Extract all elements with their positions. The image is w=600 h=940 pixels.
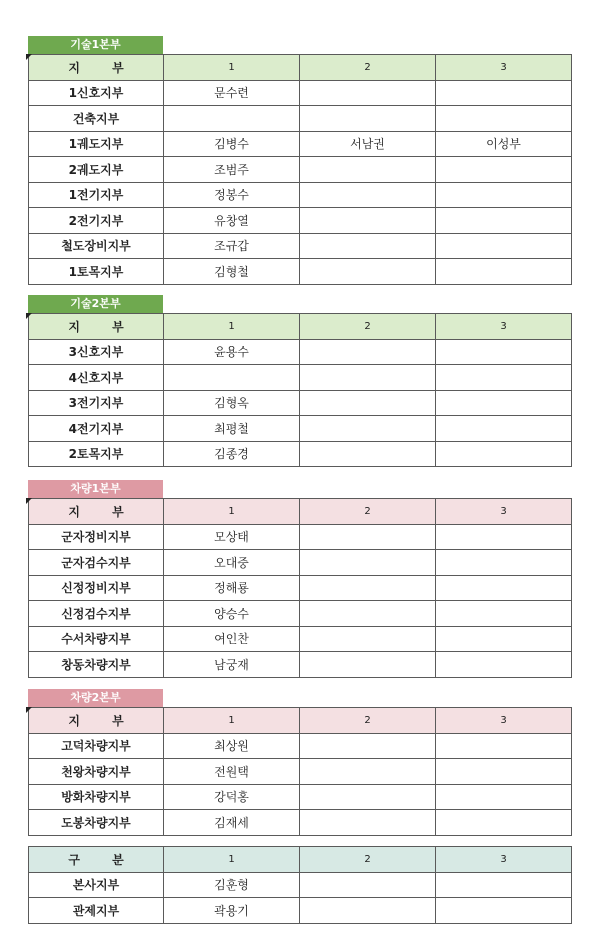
table-row xyxy=(29,339,572,365)
branch-cell: 1궤도지부 xyxy=(29,131,164,157)
section-vehicle2 xyxy=(28,689,572,836)
cell-1: 김재세 xyxy=(164,810,300,836)
section-hq xyxy=(28,846,572,924)
section-tech1 xyxy=(28,36,572,285)
branch-cell: 수서차량지부 xyxy=(29,626,164,652)
cell-3 xyxy=(436,652,572,678)
header-col1: 1 xyxy=(164,55,300,81)
table-row xyxy=(29,759,572,785)
table-row xyxy=(29,575,572,601)
cell-3 xyxy=(436,339,572,365)
branch-cell: 신정정비지부 xyxy=(29,575,164,601)
cell-1: 조규갑 xyxy=(164,233,300,259)
cell-1: 정봉수 xyxy=(164,182,300,208)
table-row xyxy=(29,524,572,550)
cell-2 xyxy=(300,208,436,234)
header-col3: 3 xyxy=(436,314,572,340)
cell-1: 윤용수 xyxy=(164,339,300,365)
branch-cell: 3신호지부 xyxy=(29,339,164,365)
cell-3 xyxy=(436,80,572,106)
cell-3 xyxy=(436,416,572,442)
branch-cell: 천왕차량지부 xyxy=(29,759,164,785)
section-title-tech1: 기술1본부 xyxy=(28,36,163,54)
branch-cell: 방화차량지부 xyxy=(29,784,164,810)
cell-2: 서남권 xyxy=(300,131,436,157)
cell-2 xyxy=(300,80,436,106)
cell-1 xyxy=(164,106,300,132)
cell-1: 최평철 xyxy=(164,416,300,442)
table-row xyxy=(29,233,572,259)
cell-2 xyxy=(300,182,436,208)
cell-1: 최상원 xyxy=(164,733,300,759)
branch-cell: 2전기지부 xyxy=(29,208,164,234)
cell-2 xyxy=(300,233,436,259)
section-title-vehicle2: 차량2본부 xyxy=(28,689,163,707)
cell-2 xyxy=(300,416,436,442)
header-branch: 지 부 xyxy=(29,55,164,81)
table-vehicle1 xyxy=(28,498,572,678)
cell-3 xyxy=(436,784,572,810)
header-col1: 1 xyxy=(164,314,300,340)
cell-1: 김훈형 xyxy=(164,872,300,898)
cell-3 xyxy=(436,550,572,576)
cell-2 xyxy=(300,759,436,785)
cell-2 xyxy=(300,106,436,132)
branch-cell: 2토목지부 xyxy=(29,441,164,467)
table-row xyxy=(29,106,572,132)
branch-cell: 창동차량지부 xyxy=(29,652,164,678)
table-row xyxy=(29,182,572,208)
header-branch: 지 부 xyxy=(29,708,164,734)
branch-cell: 군자정비지부 xyxy=(29,524,164,550)
table-row xyxy=(29,872,572,898)
header-col2: 2 xyxy=(300,847,436,873)
cell-3 xyxy=(436,365,572,391)
table-hq xyxy=(28,846,572,924)
cell-2 xyxy=(300,390,436,416)
section-vehicle1 xyxy=(28,480,572,678)
cell-3 xyxy=(436,390,572,416)
cell-2 xyxy=(300,601,436,627)
table-row xyxy=(29,733,572,759)
cell-1: 김종경 xyxy=(164,441,300,467)
cell-2 xyxy=(300,733,436,759)
branch-cell: 1토목지부 xyxy=(29,259,164,285)
header-row xyxy=(29,708,572,734)
header-col3: 3 xyxy=(436,499,572,525)
branch-cell: 1신호지부 xyxy=(29,80,164,106)
header-row xyxy=(29,847,572,873)
cell-3 xyxy=(436,810,572,836)
cell-1: 김형옥 xyxy=(164,390,300,416)
table-row xyxy=(29,131,572,157)
table-row xyxy=(29,626,572,652)
cell-1: 여인찬 xyxy=(164,626,300,652)
table-row xyxy=(29,601,572,627)
table-row xyxy=(29,550,572,576)
cell-3 xyxy=(436,182,572,208)
table-row xyxy=(29,898,572,924)
table-tech1 xyxy=(28,54,572,285)
header-col3: 3 xyxy=(436,708,572,734)
cell-3 xyxy=(436,157,572,183)
cell-1: 김병수 xyxy=(164,131,300,157)
table-row xyxy=(29,259,572,285)
header-col2: 2 xyxy=(300,314,436,340)
header-category: 구 분 xyxy=(29,847,164,873)
branch-cell: 1전기지부 xyxy=(29,182,164,208)
cell-2 xyxy=(300,550,436,576)
header-col2: 2 xyxy=(300,55,436,81)
table-row xyxy=(29,390,572,416)
header-col2: 2 xyxy=(300,499,436,525)
cell-3 xyxy=(436,626,572,652)
table-row xyxy=(29,784,572,810)
cell-3 xyxy=(436,208,572,234)
header-row xyxy=(29,55,572,81)
table-row xyxy=(29,80,572,106)
branch-cell: 3전기지부 xyxy=(29,390,164,416)
header-col2: 2 xyxy=(300,708,436,734)
cell-2 xyxy=(300,784,436,810)
cell-1: 곽용기 xyxy=(164,898,300,924)
section-title-vehicle1: 차량1본부 xyxy=(28,480,163,498)
header-col1: 1 xyxy=(164,847,300,873)
cell-3 xyxy=(436,233,572,259)
cell-3 xyxy=(436,733,572,759)
header-col1: 1 xyxy=(164,708,300,734)
branch-cell: 본사지부 xyxy=(29,872,164,898)
branch-cell: 2궤도지부 xyxy=(29,157,164,183)
cell-1: 양승수 xyxy=(164,601,300,627)
cell-1: 문수련 xyxy=(164,80,300,106)
header-row xyxy=(29,314,572,340)
cell-1: 모상태 xyxy=(164,524,300,550)
branch-cell: 관제지부 xyxy=(29,898,164,924)
cell-2 xyxy=(300,575,436,601)
header-col1: 1 xyxy=(164,499,300,525)
cell-2 xyxy=(300,441,436,467)
table-row xyxy=(29,810,572,836)
cell-3 xyxy=(436,872,572,898)
cell-2 xyxy=(300,259,436,285)
table-row xyxy=(29,416,572,442)
branch-cell: 철도장비지부 xyxy=(29,233,164,259)
branch-cell: 고덕차량지부 xyxy=(29,733,164,759)
cell-1: 조범주 xyxy=(164,157,300,183)
header-col3: 3 xyxy=(436,847,572,873)
cell-1: 남궁재 xyxy=(164,652,300,678)
cell-2 xyxy=(300,652,436,678)
cell-1: 정해룡 xyxy=(164,575,300,601)
cell-3 xyxy=(436,601,572,627)
cell-3 xyxy=(436,524,572,550)
header-branch: 지 부 xyxy=(29,314,164,340)
section-tech2 xyxy=(28,295,572,467)
cell-2 xyxy=(300,872,436,898)
table-row xyxy=(29,208,572,234)
cell-3 xyxy=(436,259,572,285)
branch-cell: 도봉차량지부 xyxy=(29,810,164,836)
cell-3 xyxy=(436,106,572,132)
section-title-tech2: 기술2본부 xyxy=(28,295,163,313)
cell-2 xyxy=(300,810,436,836)
table-tech2 xyxy=(28,313,572,467)
header-col3: 3 xyxy=(436,55,572,81)
cell-1: 유창열 xyxy=(164,208,300,234)
branch-cell: 4신호지부 xyxy=(29,365,164,391)
cell-3 xyxy=(436,898,572,924)
cell-3 xyxy=(436,441,572,467)
branch-cell: 건축지부 xyxy=(29,106,164,132)
cell-3 xyxy=(436,575,572,601)
cell-1 xyxy=(164,365,300,391)
table-row xyxy=(29,441,572,467)
cell-3 xyxy=(436,759,572,785)
cell-2 xyxy=(300,524,436,550)
table-vehicle2 xyxy=(28,707,572,836)
header-branch: 지 부 xyxy=(29,499,164,525)
table-row xyxy=(29,365,572,391)
cell-1: 강덕홍 xyxy=(164,784,300,810)
cell-1: 오대중 xyxy=(164,550,300,576)
cell-1: 김형철 xyxy=(164,259,300,285)
header-row xyxy=(29,499,572,525)
branch-cell: 군자검수지부 xyxy=(29,550,164,576)
table-row xyxy=(29,652,572,678)
branch-cell: 신정검수지부 xyxy=(29,601,164,627)
branch-cell: 4전기지부 xyxy=(29,416,164,442)
cell-2 xyxy=(300,365,436,391)
table-row xyxy=(29,157,572,183)
cell-1: 전원택 xyxy=(164,759,300,785)
cell-2 xyxy=(300,898,436,924)
cell-3: 이성부 xyxy=(436,131,572,157)
cell-2 xyxy=(300,339,436,365)
cell-2 xyxy=(300,157,436,183)
cell-2 xyxy=(300,626,436,652)
